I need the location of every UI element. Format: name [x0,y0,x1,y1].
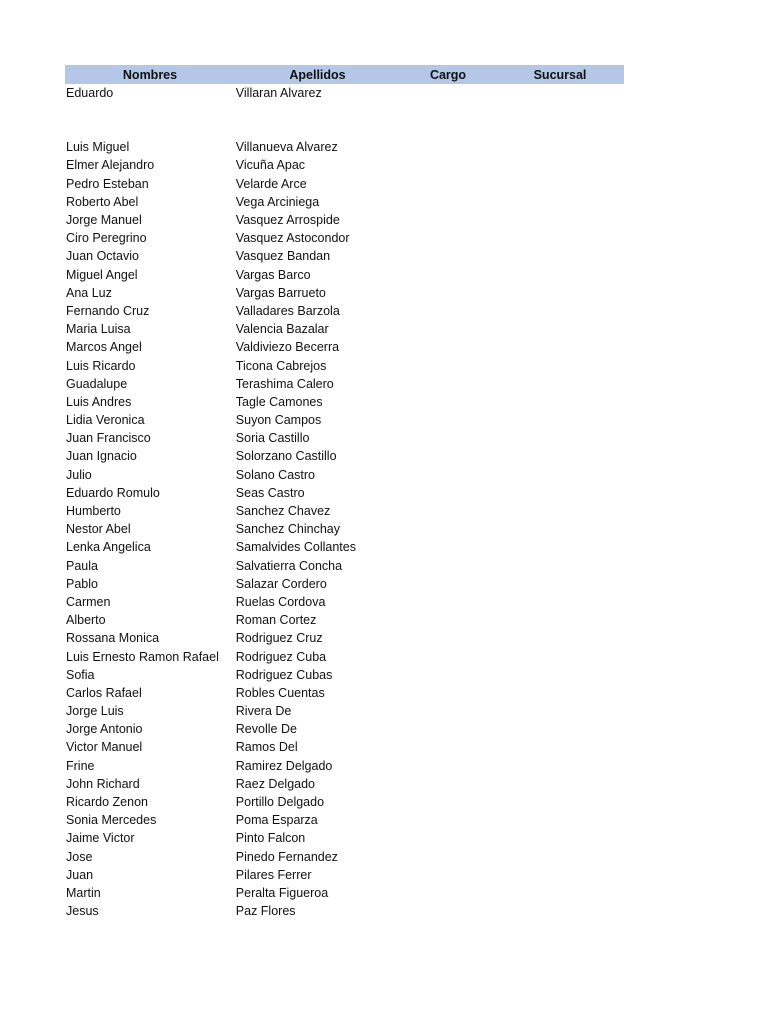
table-row [65,538,624,556]
table-row [65,629,624,647]
table-row [65,738,624,756]
table-header [65,65,624,84]
table-row [65,393,624,411]
table-row [65,229,624,247]
cell-apellidos[interactable]: Ruelas Cordova [235,594,326,609]
cell-nombres[interactable]: Juan Ignacio [66,449,137,464]
table-row [65,375,624,393]
cell-apellidos[interactable]: Vasquez Astocondor [235,231,350,246]
cell-nombres[interactable]: Alberto [66,613,106,628]
cell-apellidos[interactable]: Pinto Falcon [235,831,306,846]
cell-nombres[interactable]: Juan [66,867,94,882]
cell-apellidos[interactable]: Vargas Barco [235,267,311,282]
cell-nombres[interactable]: Jose [66,849,93,864]
cell-apellidos[interactable]: Pinedo Fernandez [235,849,338,864]
cell-apellidos[interactable]: Vega Arciniega [235,194,320,209]
table-row [65,138,624,156]
cell-nombres[interactable]: Roberto Abel [66,194,139,209]
header-sucursal[interactable]: Sucursal [533,67,587,82]
table-row [65,338,624,356]
cell-apellidos[interactable]: Ticona Cabrejos [235,358,327,373]
cell-apellidos[interactable]: Solorzano Castillo [235,449,337,464]
table-row [65,84,624,102]
cell-nombres[interactable]: Maria Luisa [66,322,131,337]
cell-nombres[interactable]: Jorge Antonio [66,722,143,737]
cell-apellidos[interactable]: Solano Castro [235,467,315,482]
table-row [65,811,624,829]
table-row [65,156,624,174]
cell-apellidos[interactable]: Vasquez Arrospide [235,213,340,228]
cell-apellidos[interactable]: Sanchez Chinchay [235,522,341,537]
cell-nombres[interactable]: Paula [66,558,98,573]
cell-nombres[interactable]: Lenka Angelica [66,540,151,555]
cell-nombres[interactable]: Pedro Esteban [66,176,149,191]
table-row [65,266,624,284]
cell-nombres[interactable]: Miguel Angel [66,267,138,282]
table-row [65,320,624,338]
cell-apellidos[interactable]: Samalvides Collantes [235,540,356,555]
table-row [65,193,624,211]
table-row [65,502,624,520]
cell-apellidos[interactable]: Valdiviezo Becerra [235,340,340,355]
cell-nombres[interactable]: Ricardo Zenon [66,795,148,810]
cell-apellidos[interactable]: Peralta Figueroa [235,885,329,900]
cell-apellidos[interactable]: Rodriguez Cruz [235,631,323,646]
cell-nombres[interactable]: Elmer Alejandro [66,158,155,173]
cell-apellidos[interactable]: Valladares Barzola [235,303,340,318]
cell-nombres[interactable]: Nestor Abel [66,522,131,537]
table-row [65,593,624,611]
cell-apellidos[interactable]: Rivera De [235,704,292,719]
cell-nombres[interactable]: Pablo [66,576,98,591]
cell-nombres[interactable]: Jaime Victor [66,831,135,846]
cell-nombres[interactable]: John Richard [66,776,140,791]
cell-nombres[interactable]: Juan Octavio [66,249,139,264]
table-row [65,866,624,884]
cell-nombres[interactable]: Ciro Peregrino [66,231,147,246]
table-row [65,356,624,374]
table-row [65,611,624,629]
cell-nombres[interactable]: Humberto [66,504,121,519]
table-row [65,411,624,429]
cell-apellidos[interactable]: Ramos Del [235,740,298,755]
cell-apellidos[interactable]: Paz Flores [235,904,296,919]
table-row [65,884,624,902]
table-row [65,775,624,793]
cell-apellidos[interactable]: Raez Delgado [235,776,315,791]
cell-nombres[interactable]: Eduardo Romulo [66,485,160,500]
cell-nombres[interactable]: Frine [66,758,95,773]
table-row [65,793,624,811]
cell-nombres[interactable]: Guadalupe [66,376,128,391]
cell-nombres[interactable]: Jorge Manuel [66,213,142,228]
cell-apellidos[interactable]: Salazar Cordero [235,576,327,591]
table-row [65,647,624,665]
cell-apellidos[interactable]: Vicuña Apac [235,158,306,173]
cell-nombres[interactable]: Victor Manuel [66,740,143,755]
table-row [65,429,624,447]
table-row [65,302,624,320]
cell-apellidos[interactable]: Revolle De [235,722,297,737]
table-row [65,175,624,193]
cell-nombres[interactable]: Luis Ricardo [66,358,136,373]
cell-apellidos[interactable]: Portillo Delgado [235,795,325,810]
header-nombres[interactable]: Nombres [122,67,178,82]
cell-nombres[interactable]: Carlos Rafael [66,685,142,700]
table-row [65,247,624,265]
table-row [65,575,624,593]
cell-apellidos[interactable]: Seas Castro [235,485,305,500]
cell-apellidos[interactable]: Vargas Barrueto [235,285,326,300]
table-row [65,557,624,575]
table-row [65,520,624,538]
cell-nombres[interactable]: Fernando Cruz [66,303,150,318]
cell-apellidos[interactable]: Rodriguez Cubas [235,667,333,682]
spreadsheet-table [65,65,624,920]
cell-nombres[interactable]: Luis Andres [66,394,132,409]
cell-nombres[interactable]: Ana Luz [66,285,112,300]
table-row [65,284,624,302]
header-apellidos[interactable]: Apellidos [289,67,346,82]
cell-nombres[interactable]: Julio [66,467,92,482]
cell-nombres[interactable]: Carmen [66,594,111,609]
cell-nombres[interactable]: Luis Ernesto Ramon Rafael [66,649,219,664]
cell-nombres[interactable]: Rossana Monica [66,631,160,646]
empty-rows [65,102,624,138]
cell-apellidos[interactable]: Velarde Arce [235,176,307,191]
cell-nombres[interactable]: Jorge Luis [66,704,124,719]
cell-apellidos[interactable]: Salvatierra Concha [235,558,343,573]
cell-nombres[interactable]: Lidia Veronica [66,413,145,428]
cell-nombres[interactable]: Luis Miguel [66,140,130,155]
cell-apellidos[interactable]: Tagle Camones [235,394,323,409]
cell-nombres[interactable]: Martin [66,885,101,900]
table-row [65,684,624,702]
cell-nombres[interactable]: Juan Francisco [66,431,151,446]
cell-nombres[interactable]: Marcos Angel [66,340,142,355]
cell-apellidos[interactable]: Pilares Ferrer [235,867,312,882]
cell-nombres[interactable]: Jesus [66,904,99,919]
cell-apellidos[interactable]: Poma Esparza [235,813,318,828]
table-row [65,902,624,920]
cell-nombres[interactable]: Sofia [66,667,95,682]
table-row [65,757,624,775]
cell-apellidos[interactable]: Villaran Alvarez [235,86,322,101]
cell-apellidos[interactable]: Vasquez Bandan [235,249,331,264]
cell-apellidos[interactable]: Rodriguez Cuba [235,649,327,664]
cell-apellidos[interactable]: Suyon Campos [235,413,322,428]
table-row [65,466,624,484]
table-row [65,447,624,465]
header-cargo[interactable]: Cargo [429,67,467,82]
cell-apellidos[interactable]: Sanchez Chavez [235,504,331,519]
table-row [65,666,624,684]
table-row [65,848,624,866]
table-row [65,211,624,229]
table-row [65,702,624,720]
table-row [65,484,624,502]
table-body [65,138,624,920]
cell-nombres[interactable]: Sonia Mercedes [66,813,157,828]
cell-apellidos[interactable]: Robles Cuentas [235,685,325,700]
cell-nombres[interactable]: Eduardo [66,86,114,101]
table-row [65,829,624,847]
cell-apellidos[interactable]: Roman Cortez [235,613,317,628]
cell-apellidos[interactable]: Ramirez Delgado [235,758,333,773]
table-row [65,720,624,738]
cell-apellidos[interactable]: Terashima Calero [235,376,334,391]
cell-apellidos[interactable]: Soria Castillo [235,431,310,446]
cell-apellidos[interactable]: Villanueva Alvarez [235,140,338,155]
cell-apellidos[interactable]: Valencia Bazalar [235,322,329,337]
